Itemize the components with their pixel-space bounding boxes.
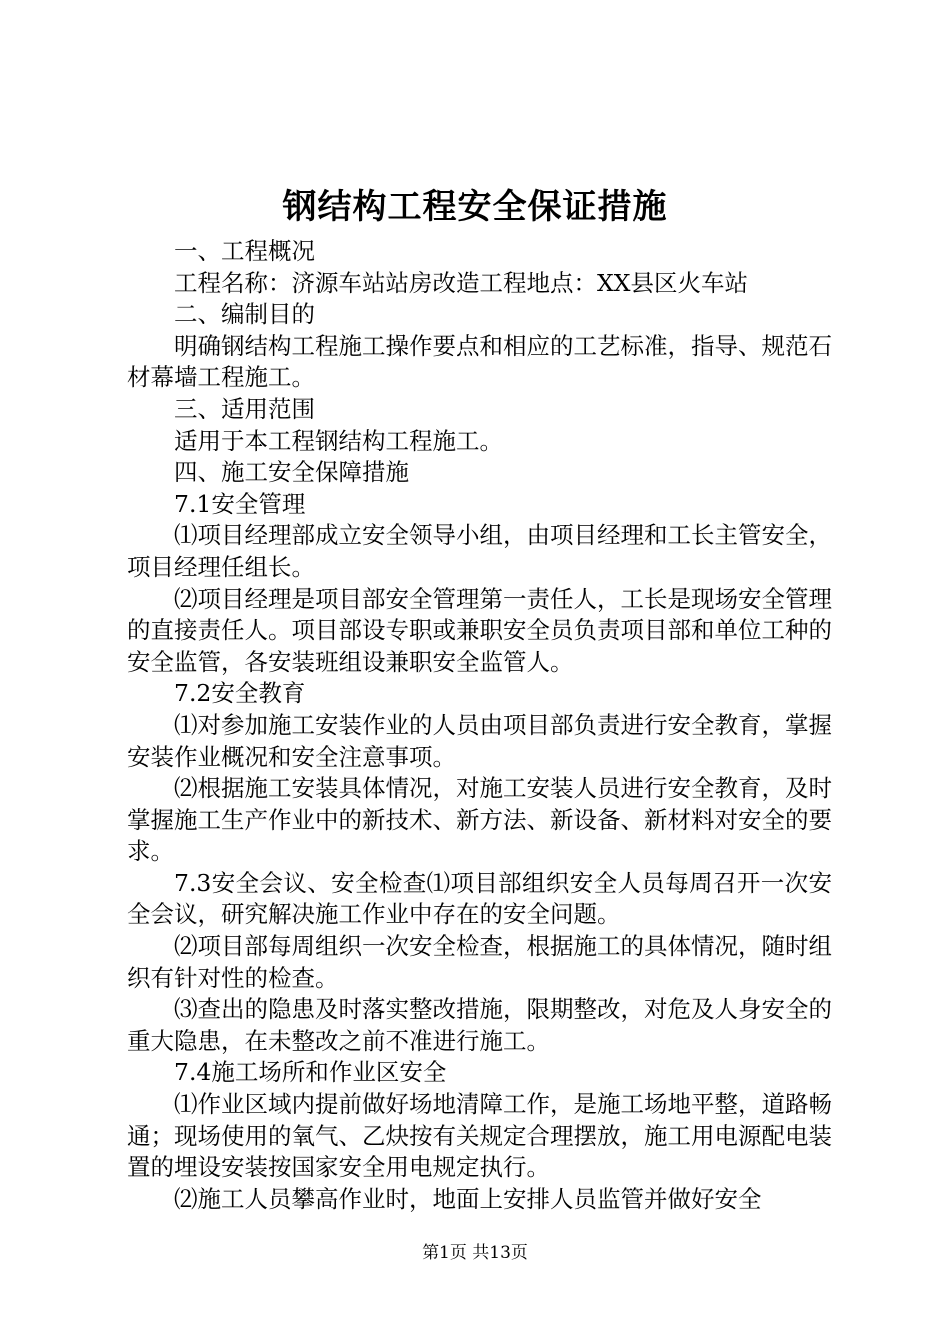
paragraph: 7.2安全教育 bbox=[174, 679, 306, 708]
paragraph: ⑵施工人员攀高作业时，地面上安排人员监管并做好安全 bbox=[174, 1184, 762, 1213]
paragraph: ⑴项目经理部成立安全领导小组，由项目经理和工长主管安全，项目经理任组长。 bbox=[127, 521, 832, 581]
paragraph: 7.4施工场所和作业区安全 bbox=[174, 1058, 447, 1087]
paragraph: 二、编制目的 bbox=[174, 300, 315, 329]
paragraph: 一、工程概况 bbox=[174, 237, 315, 265]
paragraph: ⑴作业区域内提前做好场地清障工作，是施工场地平整，道路畅通；现场使用的氧气、乙炔按有关规定合理摆放，施工用电源配电装置的埋设安装按国家安全用电规定执行。 bbox=[127, 1090, 832, 1182]
paragraph: ⑵根据施工安装具体情况，对施工安装人员进行安全教育，及时掌握施工生产作业中的新技术、新方法、新设备、新材料对安全的要求。 bbox=[127, 774, 832, 866]
paragraph: ⑴对参加施工安装作业的人员由项目部负责进行安全教育，掌握安装作业概况和安全注意事项。 bbox=[127, 710, 832, 771]
document-body bbox=[127, 236, 832, 1215]
paragraph: ⑵项目经理是项目部安全管理第一责任人，工长是现场安全管理的直接责任人。项目部设专职或兼职安全员负责项目部和单位工种的安全监管，各安装班组设兼职安全监管人。 bbox=[127, 584, 832, 676]
paragraph: 7.3安全会议、安全检查⑴项目部组织安全人员每周召开一次安全会议，研究解决施工作业中存在的安全问题。 bbox=[127, 868, 832, 929]
paragraph: 工程名称：济源车站站房改造工程地点：XX县区火车站 bbox=[174, 268, 748, 297]
paragraph: 三、适用范围 bbox=[174, 394, 315, 423]
paragraph: ⑶查出的隐患及时落实整改措施，限期整改，对危及人身安全的重大隐患，在未整改之前不准进行施工。 bbox=[127, 995, 832, 1055]
paragraph: ⑵项目部每周组织一次安全检查，根据施工的具体情况，随时组织有针对性的检查。 bbox=[127, 932, 832, 992]
paragraph: 适用于本工程钢结构工程施工。 bbox=[174, 426, 503, 455]
paragraph: 7.1安全管理 bbox=[174, 489, 306, 518]
paragraph: 四、施工安全保障措施 bbox=[174, 458, 409, 487]
page-footer: 第1页 共13页 bbox=[422, 1243, 528, 1263]
document-title: 钢结构工程安全保证措施 bbox=[282, 187, 668, 227]
paragraph: 明确钢结构工程施工操作要点和相应的工艺标准，指导、规范石材幕墙工程施工。 bbox=[127, 331, 832, 392]
